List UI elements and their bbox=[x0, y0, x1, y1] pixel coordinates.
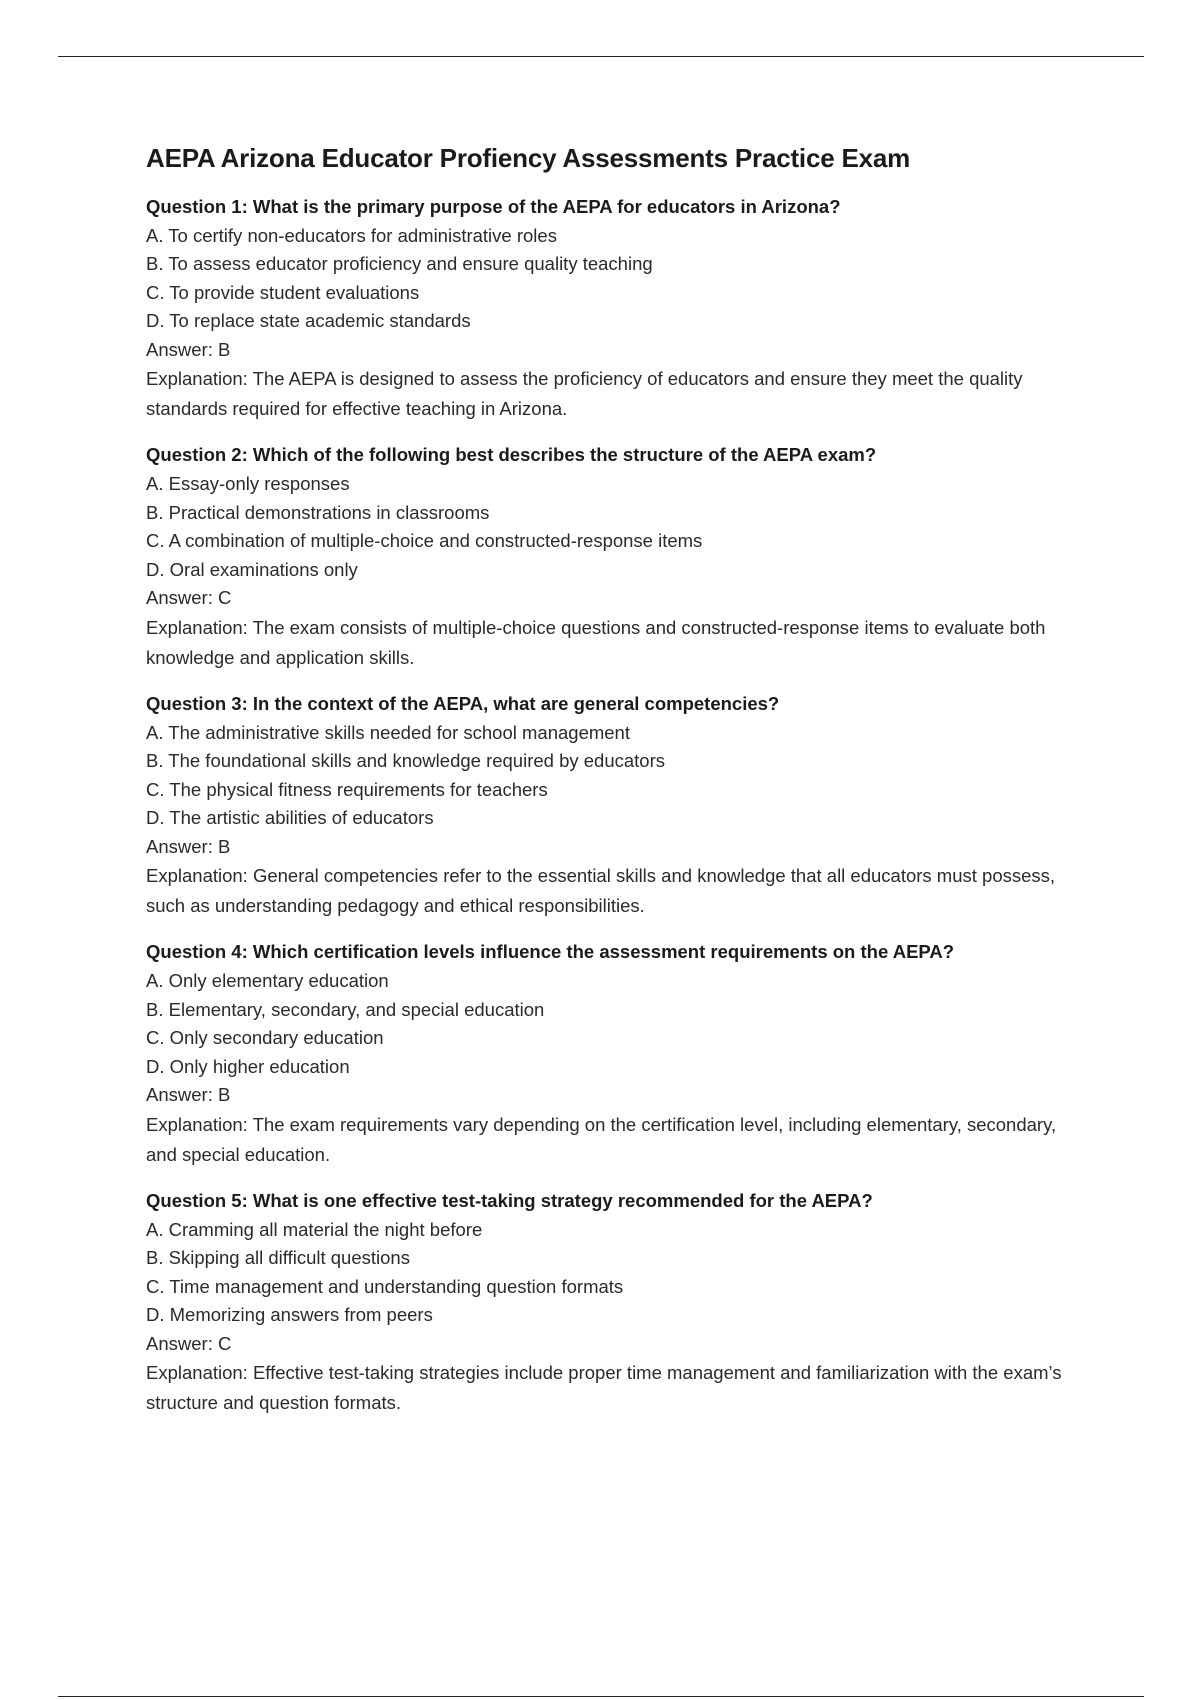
explanation-text: Explanation: Effective test-taking strategies include proper time management and familiarization with the exam’s structure and question formats. bbox=[146, 1362, 1062, 1414]
explanation-text: Explanation: General competencies refer to the essential skills and knowledge that all educators must possess, such as understanding pedagogy and ethical responsibilities. bbox=[146, 865, 1056, 917]
option-c: C. Time management and understanding question formats bbox=[146, 1275, 624, 1297]
footer-rule bbox=[58, 1696, 1144, 1697]
option-b: B. The foundational skills and knowledge required by educators bbox=[146, 750, 666, 772]
option-d: D. Oral examinations only bbox=[146, 558, 358, 580]
option-a: A. Only elementary education bbox=[146, 970, 389, 992]
question-block-3 bbox=[146, 689, 1086, 922]
question-block-4 bbox=[146, 937, 1086, 1170]
option-c: C. Only secondary education bbox=[146, 1027, 384, 1049]
answer-line: Answer: B bbox=[146, 338, 231, 360]
question-text: Question 1: What is the primary purpose of the AEPA for educators in Arizona? bbox=[146, 195, 841, 217]
question-text: Question 2: Which of the following best describes the structure of the AEPA exam? bbox=[146, 444, 877, 466]
header-rule bbox=[58, 56, 1144, 57]
option-d: D. The artistic abilities of educators bbox=[146, 807, 434, 829]
question-block-2 bbox=[146, 440, 1086, 673]
option-c: C. To provide student evaluations bbox=[146, 281, 420, 303]
option-d: D. Memorizing answers from peers bbox=[146, 1304, 433, 1326]
question-block-5 bbox=[146, 1186, 1086, 1419]
answer-line: Answer: B bbox=[146, 1084, 231, 1106]
question-text: Question 3: In the context of the AEPA, what are general competencies? bbox=[146, 692, 780, 714]
question-text: Question 4: Which certification levels influence the assessment requirements on the AEPA? bbox=[146, 941, 955, 963]
explanation-text: Explanation: The exam requirements vary depending on the certification level, including elementary, secondary, and special education. bbox=[146, 1113, 1057, 1165]
page-content bbox=[146, 142, 1086, 1434]
question-block-1 bbox=[146, 192, 1086, 425]
option-c: C. The physical fitness requirements for teachers bbox=[146, 778, 548, 800]
option-b: B. Practical demonstrations in classrooms bbox=[146, 501, 490, 523]
explanation-text: Explanation: The exam consists of multiple-choice questions and constructed-response items to evaluate both knowledge and application skills. bbox=[146, 616, 1046, 668]
option-b: B. Skipping all difficult questions bbox=[146, 1247, 410, 1269]
document-title: AEPA Arizona Educator Profiency Assessments Practice Exam bbox=[146, 143, 911, 173]
explanation-text: Explanation: The AEPA is designed to assess the proficiency of educators and ensure they meet the quality standards required for effective teaching in Arizona. bbox=[146, 368, 1023, 420]
answer-line: Answer: C bbox=[146, 587, 232, 609]
option-b: B. To assess educator proficiency and ensure quality teaching bbox=[146, 253, 653, 275]
answer-line: Answer: B bbox=[146, 835, 231, 857]
option-a: A. The administrative skills needed for school management bbox=[146, 721, 630, 743]
option-d: D. Only higher education bbox=[146, 1055, 350, 1077]
option-b: B. Elementary, secondary, and special education bbox=[146, 998, 545, 1020]
question-text: Question 5: What is one effective test-taking strategy recommended for the AEPA? bbox=[146, 1189, 873, 1211]
option-a: A. Cramming all material the night before bbox=[146, 1218, 483, 1240]
answer-line: Answer: C bbox=[146, 1332, 232, 1354]
option-a: A. Essay-only responses bbox=[146, 473, 350, 495]
option-a: A. To certify non-educators for administrative roles bbox=[146, 224, 557, 246]
option-d: D. To replace state academic standards bbox=[146, 310, 471, 332]
option-c: C. A combination of multiple-choice and constructed-response items bbox=[146, 530, 703, 552]
